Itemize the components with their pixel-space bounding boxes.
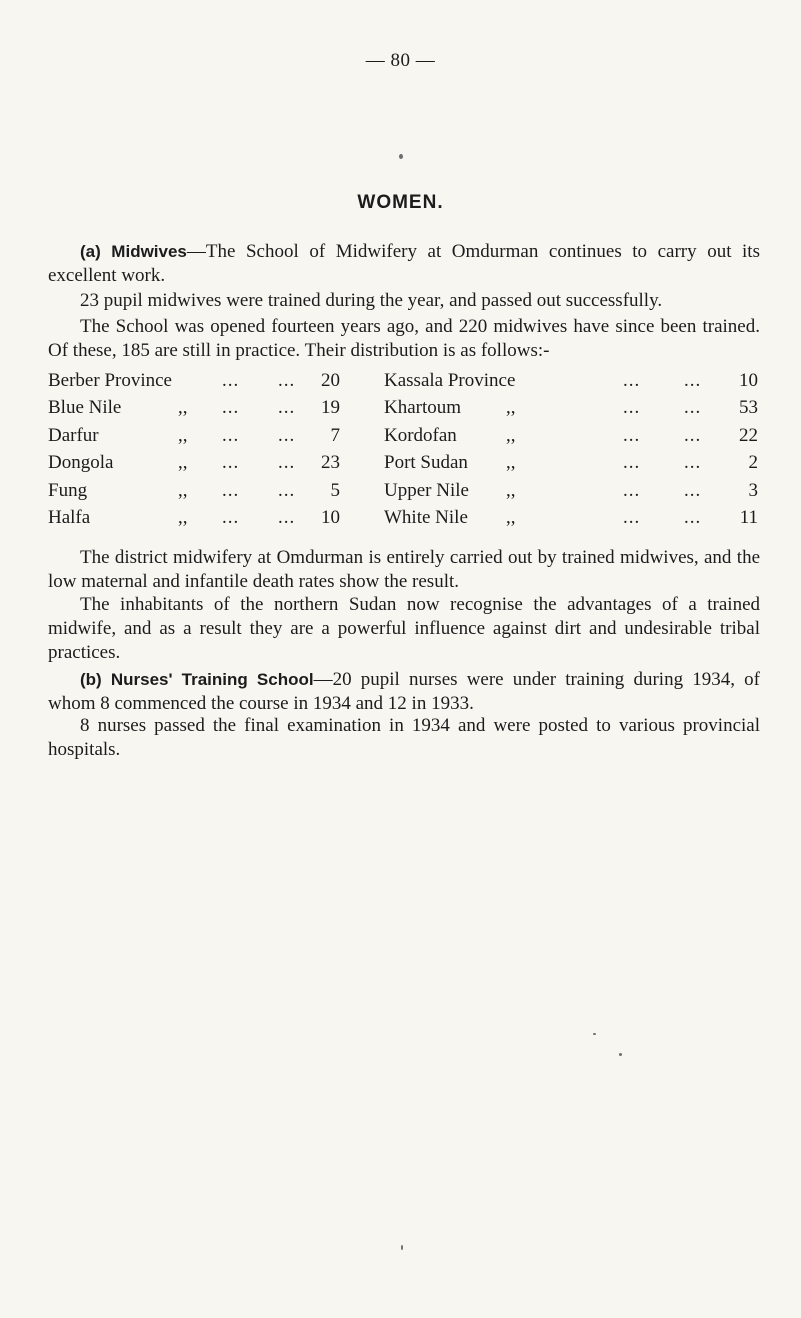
province-count: 7 xyxy=(330,424,340,446)
leader-dots: ... xyxy=(222,452,240,474)
midwives-label: (a) Midwives xyxy=(80,242,187,261)
northern-sudan-paragraph xyxy=(48,593,760,665)
leader-dots: ... xyxy=(623,506,641,528)
leader-dots: ... xyxy=(684,479,702,501)
leader-dots: ... xyxy=(278,370,296,391)
ditto-mark: ,, xyxy=(178,506,188,528)
province-count: 10 xyxy=(739,370,758,391)
leader-dots: ... xyxy=(623,370,641,391)
leader-dots: ... xyxy=(684,452,702,474)
leader-dots: ... xyxy=(684,370,702,391)
ditto-mark: ,, xyxy=(178,397,188,419)
leader-dots: ... xyxy=(278,452,296,474)
leader-dots: ... xyxy=(278,479,296,501)
province-name: Berber Province xyxy=(48,370,172,391)
leader-dots: ... xyxy=(684,506,702,528)
province-name: Dongola xyxy=(48,452,114,474)
leader-dots: ... xyxy=(222,370,240,391)
table-row xyxy=(48,425,766,452)
ditto-mark: ,, xyxy=(506,424,516,446)
nurses-paragraph xyxy=(48,668,760,716)
ditto-mark: ,, xyxy=(506,506,516,528)
table-row xyxy=(48,370,766,397)
midwives-text: —The School of Midwifery at Omdurman continues to carry out its excellent work. xyxy=(48,241,760,286)
province-count: 19 xyxy=(321,397,340,419)
leader-dots: ... xyxy=(278,506,296,528)
district-midwifery-text: The district midwifery at Omdurman is entirely carried out by trained midwives, and the low maternal and infantile death rates show the result. xyxy=(48,547,760,592)
school-history-text: The School was opened fourteen years ago, and 220 midwives have since been trained. Of these, 185 are still in practice. Their distribution is as follows:- xyxy=(48,316,760,361)
ink-speck xyxy=(399,154,403,159)
nurses-passed-text: 8 nurses passed the final examination in 1934 and were posted to various provincial hospitals. xyxy=(48,715,760,760)
pupils-paragraph xyxy=(48,289,760,313)
leader-dots: ... xyxy=(623,452,641,474)
leader-dots: ... xyxy=(684,397,702,419)
leader-dots: ... xyxy=(623,397,641,419)
ink-speck xyxy=(593,1033,596,1035)
province-name: Fung xyxy=(48,479,88,501)
province-count: 11 xyxy=(739,506,758,528)
province-count: 23 xyxy=(321,452,340,474)
ink-speck xyxy=(619,1053,622,1056)
northern-sudan-text: The inhabitants of the northern Sudan now recognise the advantages of a trained midwife, and as a result they are a powerful influence against dirt and undesirable tribal practices. xyxy=(48,594,760,663)
leader-dots: ... xyxy=(222,397,240,419)
leader-dots: ... xyxy=(623,479,641,501)
province-name: Port Sudan xyxy=(384,452,468,474)
province-name: Khartoum xyxy=(384,397,462,419)
leader-dots: ... xyxy=(623,424,641,446)
nurses-passed-paragraph xyxy=(48,714,760,762)
ink-speck xyxy=(401,1245,403,1250)
table-row xyxy=(48,397,766,424)
table-row xyxy=(48,507,766,534)
province-name: White Nile xyxy=(384,506,468,528)
midwives-paragraph xyxy=(48,240,760,288)
leader-dots: ... xyxy=(222,424,240,446)
province-count: 3 xyxy=(748,479,758,501)
nurses-text: —20 pupil nurses were under training during 1934, of whom 8 commenced the course in 1934 and 12 in 1933. xyxy=(48,669,760,714)
province-name: Kordofan xyxy=(384,424,457,446)
ditto-mark: ,, xyxy=(506,479,516,501)
province-name: Darfur xyxy=(48,424,99,446)
section-heading: WOMEN. xyxy=(357,192,444,213)
ditto-mark: ,, xyxy=(506,397,516,419)
province-count: 2 xyxy=(748,452,758,474)
leader-dots: ... xyxy=(222,479,240,501)
table-row xyxy=(48,480,766,507)
district-midwifery-paragraph xyxy=(48,546,760,594)
ditto-mark: ,, xyxy=(178,424,188,446)
pupils-text: 23 pupil midwives were trained during the year, and passed out successfully. xyxy=(80,290,663,311)
leader-dots: ... xyxy=(684,424,702,446)
province-name: Blue Nile xyxy=(48,397,122,419)
province-name: Upper Nile xyxy=(384,479,469,501)
leader-dots: ... xyxy=(222,506,240,528)
province-name: Kassala Province xyxy=(384,370,516,391)
province-count: 10 xyxy=(321,506,340,528)
leader-dots: ... xyxy=(278,424,296,446)
province-name: Halfa xyxy=(48,506,91,528)
ditto-mark: ,, xyxy=(178,452,188,474)
province-count: 53 xyxy=(739,397,758,419)
nurses-label: (b) Nurses' Training School xyxy=(80,670,314,689)
province-count: 20 xyxy=(321,370,340,391)
province-count: 22 xyxy=(739,424,758,446)
table-row xyxy=(48,452,766,479)
distribution-table xyxy=(48,370,766,534)
leader-dots: ... xyxy=(278,397,296,419)
page-number: — 80 — xyxy=(365,50,436,71)
province-count: 5 xyxy=(330,479,340,501)
school-history-paragraph xyxy=(48,315,760,363)
ditto-mark: ,, xyxy=(178,479,188,501)
ditto-mark: ,, xyxy=(506,452,516,474)
